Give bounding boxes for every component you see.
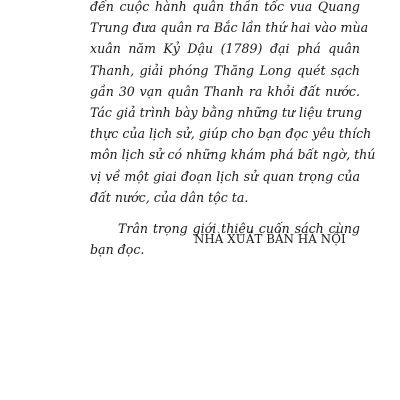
- preface-line: gần 30 vạn quân Thanh ra khỏi đất nước.: [90, 83, 360, 99]
- preface-line: đến cuộc hành quân thần tốc vua Quang: [90, 0, 360, 14]
- preface-line: xuân năm Kỷ Dậu (1789) đại phá quân: [90, 41, 360, 57]
- preface-line: Trân trọng giới thiệu cuốn sách cùng: [118, 220, 360, 236]
- preface-line: đất nước, của dân tộc ta.: [90, 189, 249, 205]
- preface-line: thực của lịch sử, giúp cho bạn đọc yêu thích: [90, 126, 372, 142]
- paragraph-gap: [90, 208, 360, 218]
- preface-line: môn lịch sử có những khám phá bất ngờ, thú: [90, 147, 376, 163]
- publisher-signature: NHÀ XUẤT BẢN HÀ NỘI: [194, 232, 346, 246]
- preface-line: vị về một giai đoạn lịch sử quan trọng của: [90, 168, 360, 184]
- preface-line: Tác giả trình bày bằng những tư liệu trung: [90, 104, 363, 120]
- preface-line: bạn đọc.: [90, 242, 145, 258]
- preface-line: Trung đưa quân ra Bắc lần thứ hai vào mùa: [90, 20, 369, 36]
- preface-text: [90, 0, 376, 260]
- preface-line: Thanh, giải phóng Thăng Long quét sạch: [90, 62, 360, 78]
